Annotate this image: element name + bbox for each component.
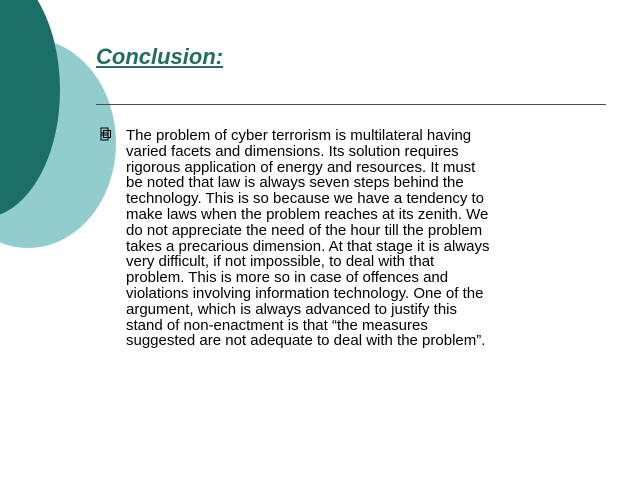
- slide-title: Conclusion:: [96, 44, 224, 69]
- title-divider: [96, 104, 606, 105]
- paragraph-line: be noted that law is always seven steps behind the: [126, 174, 464, 192]
- paragraph-line: do not appreciate the need of the hour till the problem: [126, 221, 483, 239]
- paragraph-line: argument, which is always advanced to justify this: [126, 300, 457, 318]
- paragraph-line: stand of non-enactment is that “the measures: [126, 316, 428, 334]
- paragraph-line: violations involving information technology. One of the: [126, 284, 484, 302]
- paragraph-line: problem. This is more so in case of offences and: [126, 269, 449, 287]
- paragraph-line: varied facets and dimensions. Its solution requires: [126, 142, 459, 160]
- paragraph-line: technology. This is so because we have a tendency to: [126, 190, 485, 208]
- hollow-square-bullet-icon: [100, 127, 112, 141]
- paragraph-line: suggested are not adequate to deal with the problem”.: [126, 332, 486, 350]
- paragraph-line: very difficult, if not impossible, to deal with that: [126, 253, 435, 271]
- paragraph-line: make laws when the problem reaches at its zenith. We: [126, 205, 489, 223]
- paragraph-line: The problem of cyber terrorism is multilateral having: [126, 127, 472, 144]
- paragraph-line: rigorous application of energy and resources. It must: [126, 158, 476, 176]
- bullet-paragraph: [126, 128, 612, 349]
- paragraph-line: takes a precarious dimension. At that stage it is always: [126, 237, 490, 255]
